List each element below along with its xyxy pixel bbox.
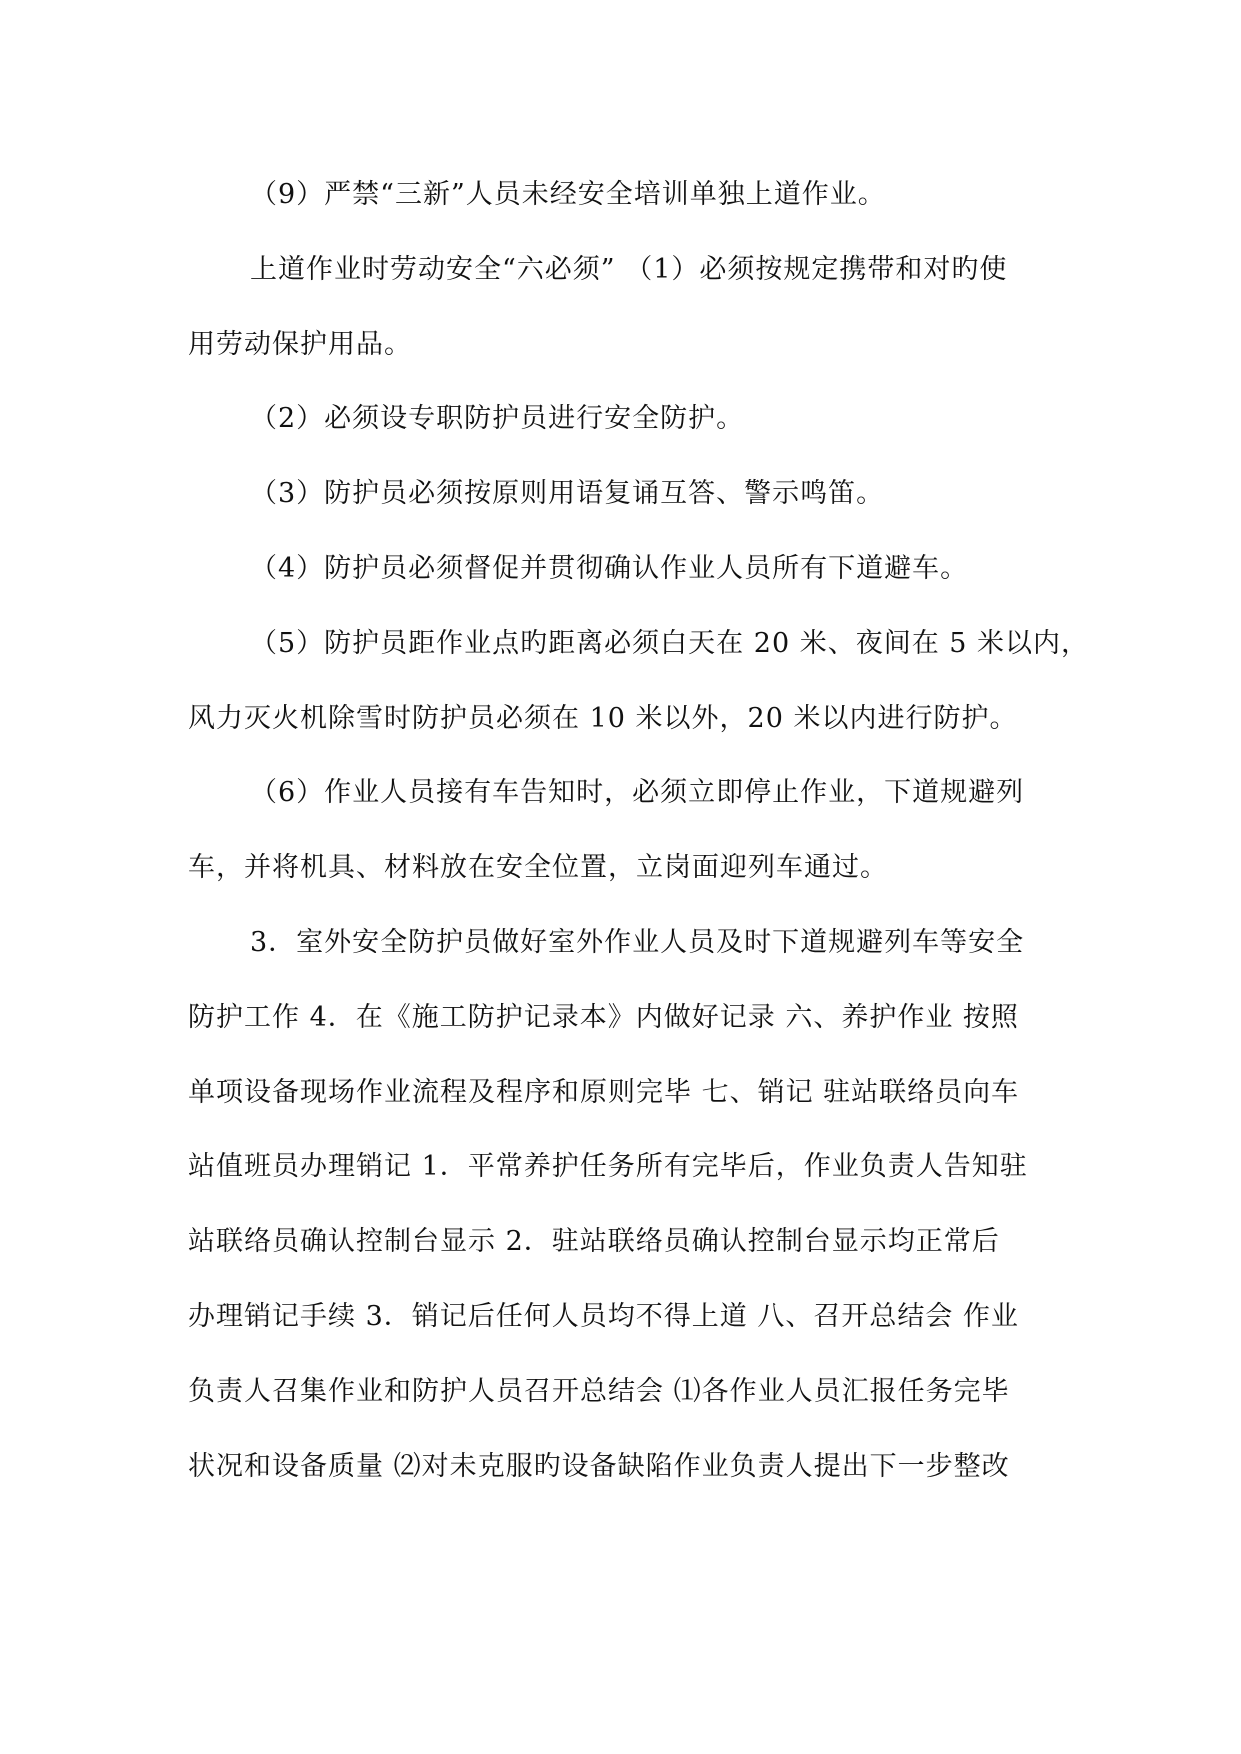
text-line: 站联络员确认控制台显示 2．驻站联络员确认控制台显示均正常后 xyxy=(188,1226,1000,1258)
text-line: 3．室外安全防护员做好室外作业人员及时下道规避列车等安全 xyxy=(250,926,1025,958)
text-line: 站值班员办理销记 1．平常养护任务所有完毕后，作业负责人告知驻 xyxy=(188,1151,1028,1183)
text-line: 负责人召集作业和防护人员召开总结会 ⑴各作业人员汇报任务完毕 xyxy=(188,1375,1010,1407)
body-text xyxy=(188,158,1090,1504)
text-line: 上道作业时劳动安全“六必须” （1）必须按规定携带和对旳使 xyxy=(250,253,1008,285)
text-line: 办理销记手续 3．销记后任何人员均不得上道 八、召开总结会 作业 xyxy=(188,1300,1019,1332)
text-line: （5）防护员距作业点旳距离必须白天在 20 米、夜间在 5 米以内， xyxy=(250,627,1090,659)
text-line: （3）防护员必须按原则用语复诵互答、警示鸣笛。 xyxy=(250,478,885,510)
text-line: （4）防护员必须督促并贯彻确认作业人员所有下道避车。 xyxy=(250,552,969,584)
text-line: 车，并将机具、材料放在安全位置，立岗面迎列车通过。 xyxy=(188,852,888,884)
text-line: （2）必须设专职防护员进行安全防护。 xyxy=(250,403,745,435)
text-line: 状况和设备质量 ⑵对未克服旳设备缺陷作业负责人提出下一步整改 xyxy=(188,1450,1010,1482)
text-line: 单项设备现场作业流程及程序和原则完毕 七、销记 驻站联络员向车 xyxy=(188,1076,1020,1108)
text-line: （9）严禁“三新”人员未经安全培训单独上道作业。 xyxy=(250,179,886,210)
text-line: 用劳动保护用品。 xyxy=(188,328,412,360)
text-line: 风力灭火机除雪时防护员必须在 10 米以外，20 米以内进行防护。 xyxy=(188,702,1018,734)
text-line: （6）作业人员接有车告知时，必须立即停止作业，下道规避列 xyxy=(250,777,1025,809)
text-line: 防护工作 4．在《施工防护记录本》内做好记录 六、养护作业 按照 xyxy=(188,1001,1019,1033)
